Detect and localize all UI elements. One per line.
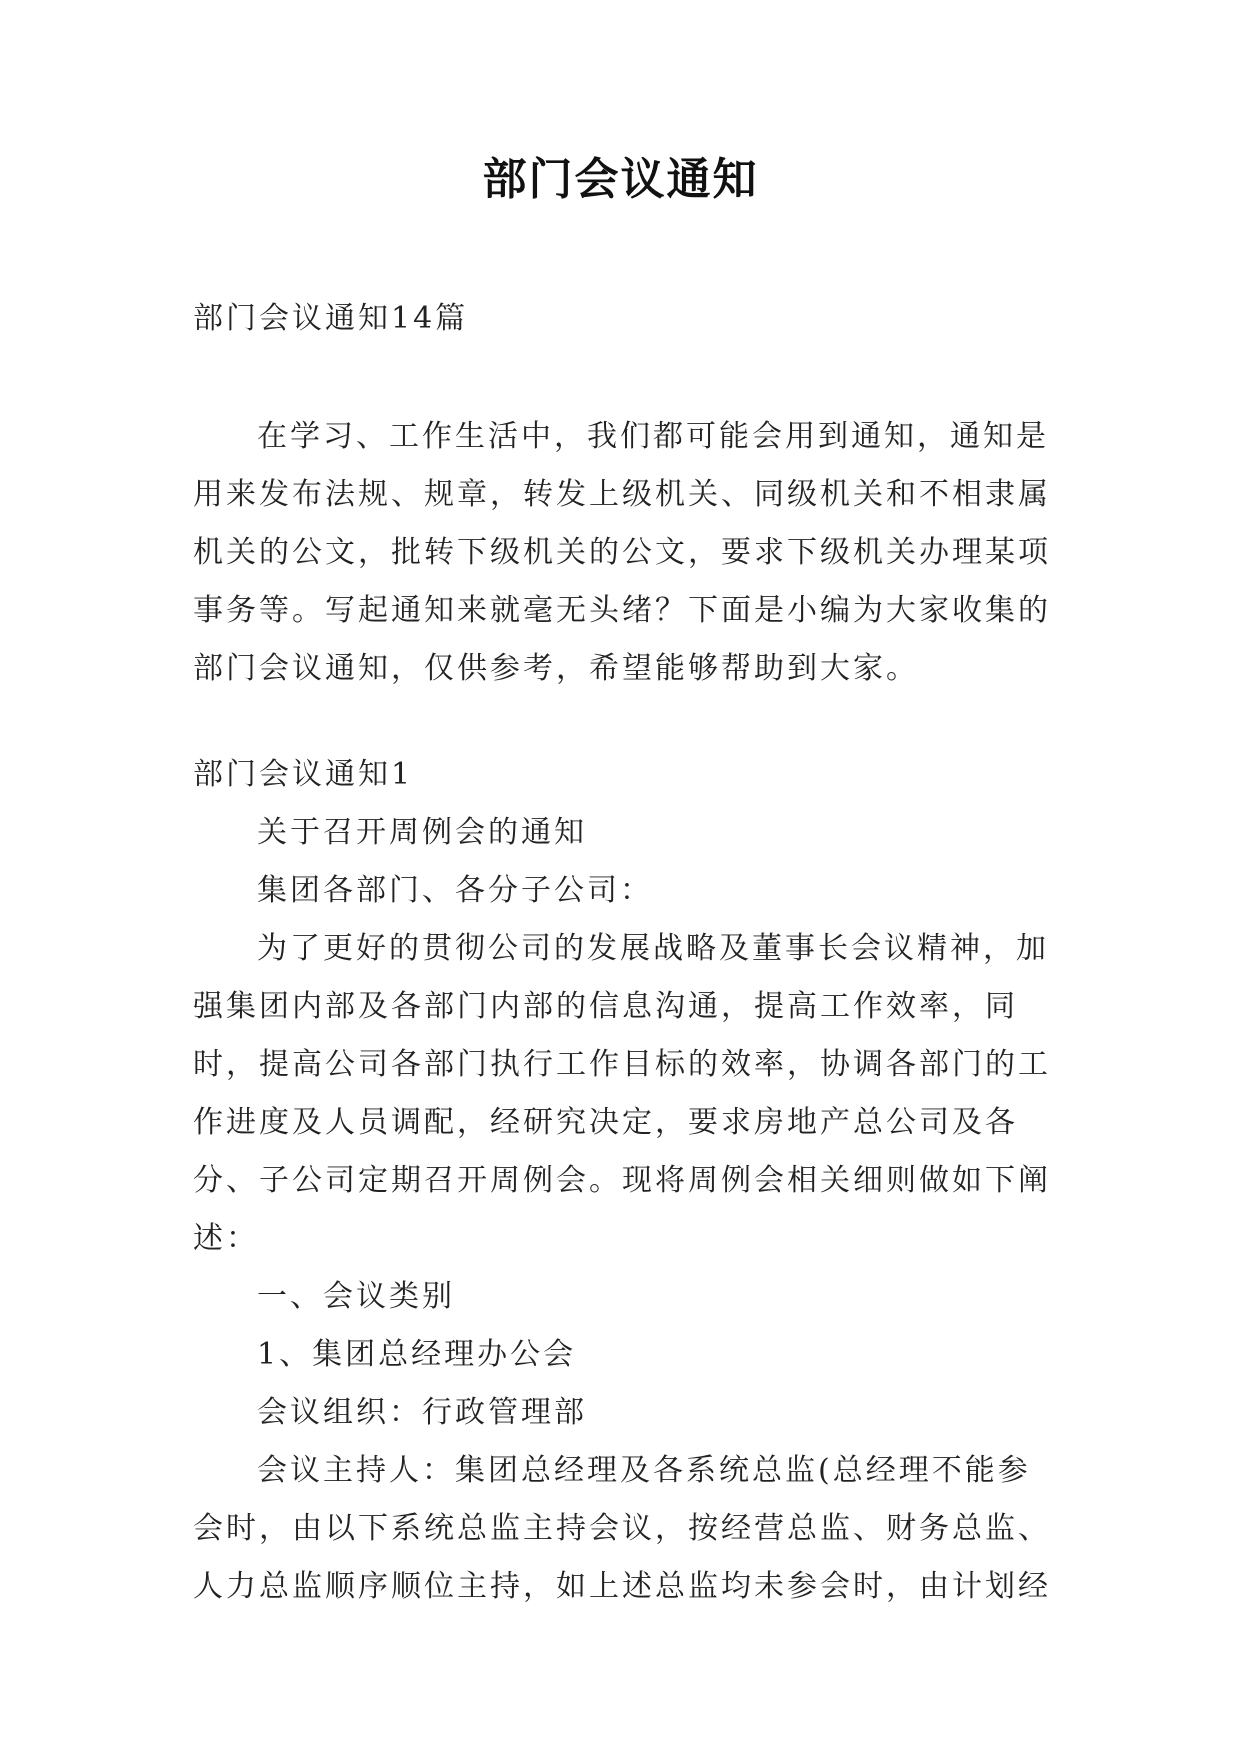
meeting-category-item: 一、会议类别 [257,1279,455,1314]
body-paragraph: 为了更好的贯彻公司的发展战略及董事长会议精神，加强集团内部及各部门内部的信息沟通，提高工作效率，同时，提高公司各部门执行工作目标的效率，协调各部门的工作进度及人员调配，经研究决定，要求房地产总公司及各分、子公司定期召开周例会。现将周例会相关细则做如下阐述： [193,931,1051,1256]
intro-paragraph: 在学习、工作生活中，我们都可能会用到通知，通知是用来发布法规、规章，转发上级机关、同级机关和不相隶属机关的公文，批转下级机关的公文，要求下级机关办理某项事务等。写起通知来就毫无头绪？下面是小编为大家收集的部门会议通知，仅供参考，希望能够帮助到大家。 [193,419,1051,686]
meeting-host-item: 会议主持人：集团总经理及各系统总监(总经理不能参会时，由以下系统总监主持会议，按经营总监、财务总监、人力总监顺序顺位主持，如上述总监均未参会时，由计划经 [193,1453,1051,1604]
notice-title: 关于召开周例会的通知 [257,815,587,850]
meeting-type-item: 1、集团总经理办公会 [257,1337,577,1372]
document-title: 部门会议通知 [482,154,759,205]
meeting-organizer-item: 会议组织：行政管理部 [257,1395,587,1430]
document-subtitle: 部门会议通知14篇 [193,301,469,336]
addressee-line: 集团各部门、各分子公司： [257,873,653,908]
section-heading: 部门会议通知1 [193,757,414,792]
document-body [193,290,1053,1616]
